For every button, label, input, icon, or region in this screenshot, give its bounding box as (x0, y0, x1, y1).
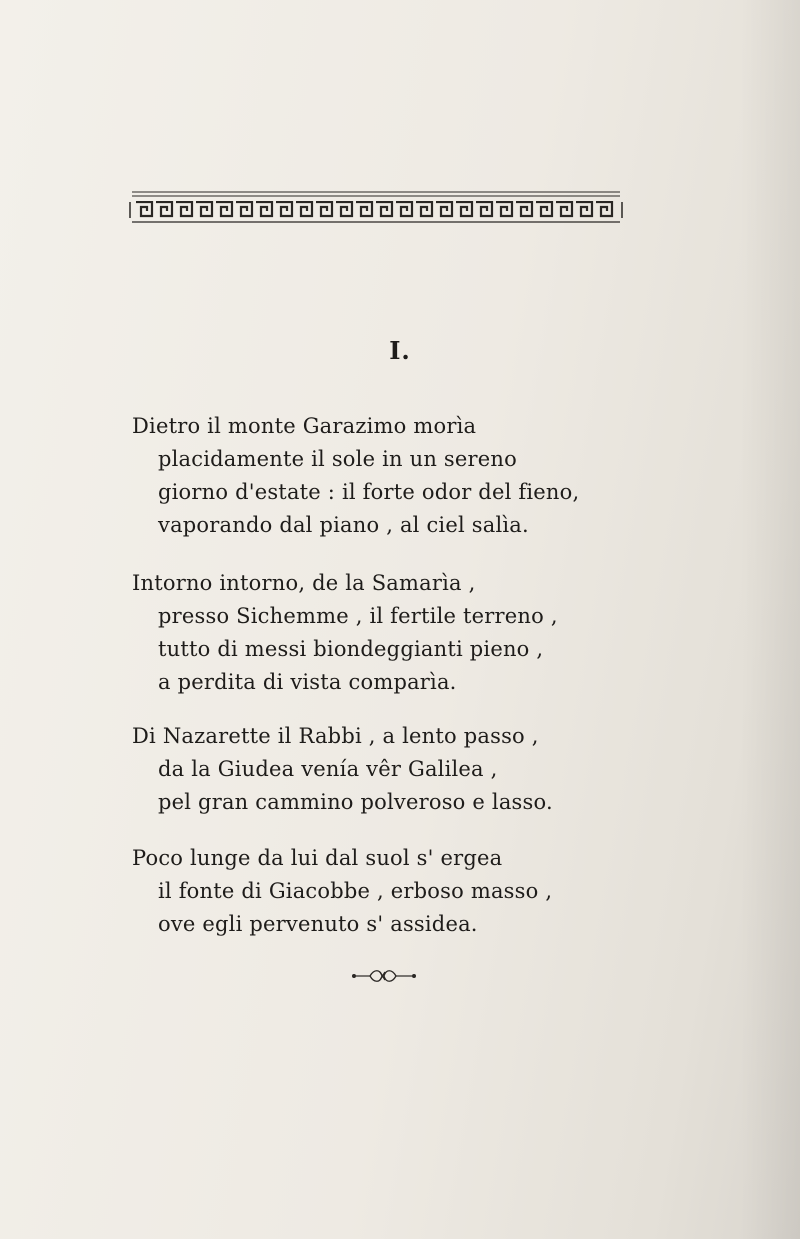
verse-line: il fonte di Giacobbe , erboso masso , (158, 879, 553, 903)
verse-line: vaporando dal piano , al ciel salìa. (158, 513, 529, 537)
verse-line: placidamente il sole in un sereno (158, 447, 517, 471)
verse-line: giorno d'estate : il forte odor del fieno, (158, 480, 580, 504)
verse-line: da la Giudea venía vêr Galilea , (158, 757, 498, 781)
verse-line: pel gran cammino polveroso e lasso. (158, 790, 553, 814)
verse-line: Intorno intorno, de la Samarìa , (132, 571, 476, 595)
verse-line: tutto di messi biondeggianti pieno , (158, 637, 544, 661)
verse-line: Di Nazarette il Rabbi , a lento passo , (132, 724, 539, 748)
stanza-3 (132, 720, 732, 819)
stanza-1 (132, 410, 732, 542)
stanza-4 (132, 842, 732, 941)
stanza-2 (132, 567, 732, 699)
verse-line: a perdita di vista comparìa. (158, 670, 457, 694)
fleuron-icon (350, 966, 420, 986)
verse-line: Poco lunge da lui dal suol s' ergea (132, 846, 503, 870)
verse-line: presso Sichemme , il fertile terreno , (158, 604, 558, 628)
page-shadow (740, 0, 800, 1239)
verse-line: Dietro il monte Garazimo morìa (132, 414, 477, 438)
verse-line: ove egli pervenuto s' assidea. (158, 912, 478, 936)
greek-key-border-icon (128, 188, 624, 226)
section-numeral: I. (389, 336, 411, 365)
